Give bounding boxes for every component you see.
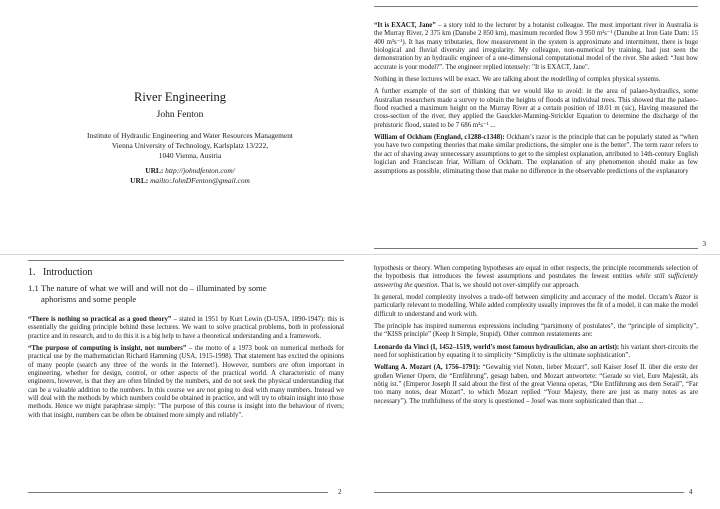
paragraph [374, 364, 698, 406]
paragraph [374, 294, 698, 319]
page-2 [0, 255, 360, 509]
paragraph-text: . That is, we should not [437, 281, 504, 289]
header-rule [374, 6, 698, 7]
subsection-number: 1.1 [28, 283, 39, 293]
footer-rule [374, 248, 698, 249]
emphasis: over [503, 281, 516, 289]
paragraph-lead: Wolfang A. Mozart (A, 1756–1791): [374, 364, 481, 372]
paragraph-text: – the motto of a 1973 book on numerical methods for practical use by the mathematician Richard Hamming (USA, 1915-1998). That statement has excited the opinions of many people (search any three of the words in the Internet!). However, numbers [28, 345, 344, 369]
section-title: Introduction [43, 267, 93, 278]
subsection-heading [28, 283, 344, 304]
url-label: URL: [130, 176, 149, 185]
paragraph [28, 345, 344, 420]
header-rule [28, 260, 344, 261]
subsection-title: The nature of what we will and will not do – illuminated by some [41, 283, 267, 293]
author-name: John Fenton [156, 110, 204, 120]
affiliation [40, 131, 340, 160]
paragraph-text: – stated in 1951 by Kurt Lewin (D-USA, 1890-1947): this is essentially the guiding principle behind these lectures. We want to solve practical problems, both in professional practice and in research, and to do this it is a big help to have a theoretical understanding and a framework. [28, 316, 344, 340]
paragraph [374, 76, 698, 84]
page-number: 2 [338, 488, 342, 496]
paragraph-lead: Leonardo da Vinci (I, 1452–1519, world’s most famous hydraulician, also an artist): [374, 343, 620, 351]
paragraph-text: is particularly relevant to modelling. While added complexity usually improves the fit of a model, it can make the model difficult to understand and work with. [374, 294, 698, 318]
paragraph-text: The principle has inspired numerous expressions including “parsimony of postulates”, the “principle of simplicity”, the “KISS principle” (Keep It Simple, Stupid). Other common restatements are: [374, 323, 698, 339]
paragraph [374, 344, 698, 361]
footer-rule [28, 492, 328, 493]
website-link[interactable]: http://johndfenton.com/ [165, 166, 235, 175]
page-3 [360, 0, 720, 254]
paragraph [28, 316, 344, 341]
paragraph-lead: William of Ockham (England, c1288-c1348): [374, 134, 505, 142]
emphasis: modelling [550, 76, 579, 84]
page-3-text [374, 22, 698, 180]
paragraph-lead: “The purpose of computing is insight, not numbers” [28, 345, 187, 353]
contact-urls [40, 166, 340, 186]
page-4-text [374, 265, 698, 410]
emphasis: are [279, 361, 289, 369]
emphasis: while still sufficiently answering the question [374, 273, 699, 289]
affiliation-line: Vienna University of Technology, Karlsplatz 13/222, [111, 140, 269, 150]
paragraph [374, 22, 698, 72]
paragraph [374, 265, 698, 290]
paragraph-lead: “There is nothing so practical as a good theory” [28, 316, 172, 323]
page-2-text [28, 316, 344, 424]
email-link[interactable]: mailto:JohnDFenton@gmail.com [150, 176, 250, 185]
paragraph-text: hypothesis or theory. When competing hypotheses are equal in other respects, the principle recommends selection of the hypothesis that introduces the fewest assumptions and postulates the fewest entities [374, 265, 698, 281]
paragraph-text: “Gewaltig viel Noten, lieber Mozart”, soll Kaiser Josef II. über die erste der großen Wiener Opern, die “Entführung”, gesagt haben, und Mozart antwortete: “Gerade so viel, Eure Majestät, als nötig ist.” (Emperor Joseph II said about the first of the great Vienna operas, “Die Entführung aus dem Serail”, “Far too many notes, dear Mozart”, to which Mozart replied “Your Majesty, there are just as many notes as are necessary”). The truthfulness of the story is questioned – Josef was more sophisticated than that ... [374, 364, 698, 405]
paragraph [374, 134, 698, 176]
title-page [0, 0, 360, 254]
paragraph-text: of complex physical systems. [578, 76, 661, 84]
page-4 [360, 255, 720, 509]
paragraph-text: Nothing in these lectures will be exact. We are talking about the [374, 76, 551, 84]
paragraph-text: -simplify our approach. [515, 281, 580, 289]
paragraph [374, 88, 698, 130]
affiliation-line: Institute of Hydraulic Engineering and Water Resources Management [87, 131, 293, 140]
affiliation-line: 1040 Vienna, Austria [158, 150, 222, 160]
document-title: River Engineering [134, 90, 226, 104]
subsection-title-continued: aphorisms and some people [41, 293, 137, 304]
url-label: URL: [145, 166, 164, 175]
page-number: 4 [689, 488, 693, 496]
paragraph-lead: “It is EXACT, Jane” [374, 22, 436, 29]
section-number: 1. [28, 267, 36, 278]
paragraph-text: his variant short-circuits the need for sophistication by equating it to simplicity “Simplicity is the ultimate sophistication”. [374, 343, 698, 360]
section-heading [28, 267, 92, 278]
page-number: 3 [702, 240, 706, 248]
paragraph-text: In general, model complexity involves a trade-off between simplicity and accuracy of the model. Occam’s [374, 294, 675, 302]
paragraph [374, 323, 698, 340]
paragraph-text: – a story told to the lecturer by a botanist colleague. The most important river in Australia is the Murray River, 2 375 km (Danube 2 850 km), maximum recorded flow 3 950 m³s⁻¹ (Danube at Iron Gate Dam: 15 400 m³s⁻¹). It has many tributaries, flow measurement in the system is approximate and intermittent, there is huge biological and fluvial diversity and irregularity. My colleague, non-numerical by training, had just seen the demonstration by an hydraulic engineer of a one-dimensional computational model of the river. She asked: “Just how accurate is your model?”. The engineer replied intensely: "It is EXACT, Jane". [374, 22, 698, 71]
paragraph-text: Ockham’s razor is the principle that can be popularly stated as “when you have two competing theories that make similar predictions, the simpler one is the better”. The term razor refers to the act of shaving away unnecessary assumptions to get to the simplest explanation, attributed to 14th-century English logician and Franciscan friar, William of Ockham. The explanation of any phenomenon should make as few assumptions as possible, eliminating those that make no difference in the observable predictions of the explanatory [374, 134, 698, 175]
footer-rule [374, 492, 684, 493]
emphasis: Razor [674, 294, 692, 302]
paragraph-text: often important in engineering, whether for design, control, or other aspects of the practical world. A characteristic of many engineers, however, is that they are often blinded by the numbers, and do not seek the physical understanding that can be a valuable addition to the numbers. In this course we are not going to deal with many numbers. Instead we will deal with the methods by which numbers could be obtained in practice, and will try to obtain insight into those methods. Hence we might paraphrase simply: "The purpose of this course is insight into the behaviour of rivers; with that insight, numbers can be often be obtained more simply and reliably". [28, 361, 344, 419]
paragraph-text: A further example of the sort of thinking that we would like to avoid: in the area of palaeo-hydraulics, some Australian researchers made a survey to obtain the heights of floods at individual trees. This showed that the palaeo-flood reached a maximum height on the Murray River at a certain position of 18.01 m (sic), Having measured the cross-section of the river, they applied the Gauckler-Manning-Strickler Equation to determine the discharge of the prehistoric flood, stated to be 7 686 m³s⁻¹ ... [374, 88, 698, 129]
